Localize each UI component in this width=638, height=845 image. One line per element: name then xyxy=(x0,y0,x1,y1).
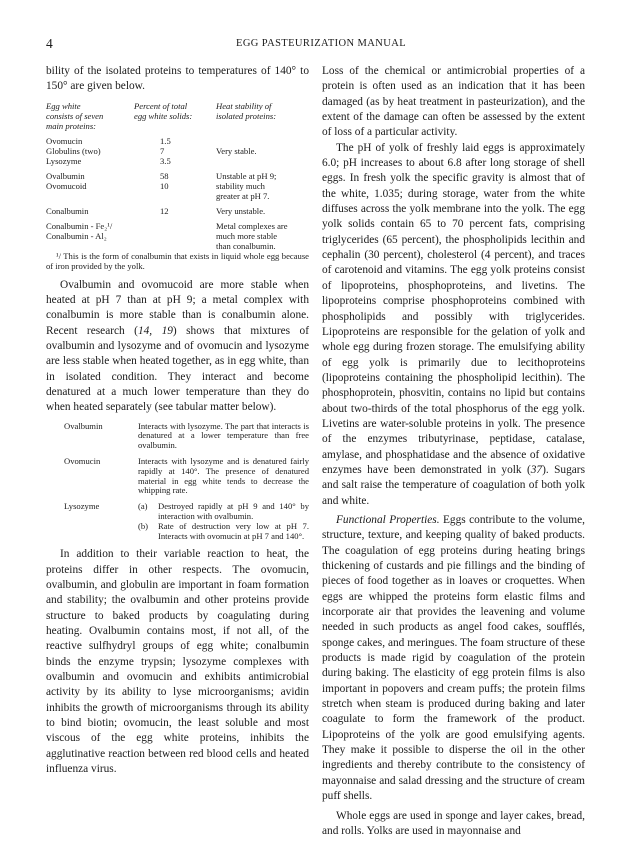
protein-name: Ovalbumin xyxy=(46,170,85,181)
table-row-group xyxy=(46,221,309,251)
protein-name: Conalbumin xyxy=(46,205,89,216)
table-row-group xyxy=(46,171,309,201)
table-footnote: ¹/ This is the form of conalbumin that exists in liquid whole egg because of iron provided by the yolk. xyxy=(46,250,309,272)
protein-name: Lysozyme xyxy=(46,155,82,166)
protein-name: Globulins (two) xyxy=(46,145,101,156)
page-number: 4 xyxy=(46,36,53,51)
section-heading: Functional Properties. xyxy=(336,513,440,526)
stability-text: Very stable. xyxy=(216,145,257,156)
citation: 14, 19 xyxy=(137,324,173,337)
table-row-group xyxy=(46,206,309,216)
interaction-table xyxy=(64,422,309,542)
right-column xyxy=(322,64,585,839)
percent-value: 58 xyxy=(160,170,169,181)
paragraph-stability: Ovalbumin and ovomucoid are more stable when heated at pH 7 than at pH 9; a metal complex with conalbumin is more stable than is conalbumin alone. Recent research (14, 19) shows that mixtures of ovalbumin and lysozyme and of ovomucin and lysozyme are less stable when heated together, as in egg white, than in isolated condition. They interact and become denatured at a much lower temperature than they do when heated separately (see tabular matter below). xyxy=(46,278,309,414)
protein-name: Ovomucin xyxy=(46,135,83,146)
header-proteins: Egg white consists of seven main proteins: xyxy=(46,100,104,131)
paragraph-whole-eggs: Whole eggs are used in sponge and layer cakes, bread, and rolls. Yolks are used in mayonnaise and xyxy=(322,809,585,837)
intro-paragraph: bility of the isolated proteins to temperatures of 140° to 150° are given below. xyxy=(46,65,309,93)
protein-name: Ovomucoid xyxy=(46,180,87,191)
citation: 37 xyxy=(530,463,543,476)
stability-text: Unstable at pH 9; xyxy=(216,170,277,181)
percent-value: 12 xyxy=(160,205,169,216)
interaction-protein: Ovalbumin xyxy=(64,420,103,431)
protein-name: Conalbumin - Fe₂¹/ xyxy=(46,220,113,231)
paragraph-protein-roles: In addition to their variable reaction to heat, the proteins differ in other respects. The ovomucin, ovalbumin, and globulin are important in foam formation and stability; the ovalbumin and other proteins provide structure to baked products by coagulating during heating. Ovalbumin contains most, if not all, of the reactive sulfhydryl groups of egg white; conalbumin binds the enzyme trypsin; lysozyme complexes with ovalbumin and ovomucin and exhibits antimicrobial activity by its ability to lyse microorganisms; avidin inhibits the growth of microorganisms through its ability to bind biotin; ovomucin, the least soluble and most viscous of the egg white proteins, inhibits the agglutinative reaction between red blood cells and heated influenza virus. xyxy=(46,548,309,776)
paragraph-loss: Loss of the chemical or antimicrobial properties of a protein is often used as an indication that it has been damaged (as by heat treatment in pasteurization), and the extent of the damage can often be assessed by the extent of loss of a particular activity. xyxy=(322,65,585,139)
table-row-group xyxy=(46,136,309,166)
interaction-row xyxy=(64,457,309,496)
percent-value: 3.5 xyxy=(160,155,171,166)
header-percent: Percent of total egg white solids: xyxy=(134,100,193,121)
percent-value: 7 xyxy=(160,145,165,156)
protein-name: Conalbumin - Al₂ xyxy=(46,230,107,241)
percent-value: 10 xyxy=(160,180,169,191)
interaction-protein: Ovomucin xyxy=(64,455,101,466)
paragraph-functional: Functional Properties. Eggs contribute to the volume, structure, texture, and keeping quality of baked products. The coagulation of egg proteins during heating brings thickening of custards and pie fillings and the binding of pieces of food together as in loaves or croquettes. When eggs are whipped the proteins form elastic films and incorporate air that provides the leavening and volume needed in such products as angel food cakes, soufflés, sponge cakes, and meringues. The foam structure of these products is made rigid by coagulation of the protein during baking. The elasticity of egg protein films is also important in popovers and cream puffs; the protein films stretch when steam is produced during baking and later coagulate to form the framework of the product. Lipoproteins of the yolk are good emulsifying agents. They make it possible to disperse the oil in the other ingredients and thereby contribute to the consistency of mayonnaise and salad dressing and the structure of cream puff shells. xyxy=(322,513,585,803)
stability-text: much more stable xyxy=(216,230,278,241)
stability-text: Very unstable. xyxy=(216,205,266,216)
item-label: (b) xyxy=(138,520,149,531)
interaction-protein: Lysozyme xyxy=(64,501,100,512)
interaction-desc: Destroyed rapidly at pH 9 and 140° by interaction with ovalbumin. xyxy=(158,501,309,521)
protein-table xyxy=(46,101,309,251)
stability-text: than conalbumin. xyxy=(216,240,276,251)
running-title: EGG PASTEURIZATION MANUAL xyxy=(236,38,407,49)
stability-text: Metal complexes are xyxy=(216,220,288,231)
left-column xyxy=(46,64,309,778)
header-stability: Heat stability of isolated proteins: xyxy=(216,100,277,121)
interaction-row xyxy=(64,422,309,451)
interaction-row xyxy=(64,502,309,541)
interaction-desc: Interacts with lysozyme. The part that interacts is denatured at a lower temperature than free ovalbumin. xyxy=(138,420,309,451)
protein-table-header xyxy=(46,101,309,131)
stability-text: greater at pH 7. xyxy=(216,190,270,201)
item-label: (a) xyxy=(138,501,148,512)
interaction-desc: Interacts with lysozyme and is denatured fairly rapidly at 140°. The presence of denatured material in egg white tends to decrease the whipping rate. xyxy=(138,455,309,496)
percent-value: 1.5 xyxy=(160,135,171,146)
stability-text: stability much xyxy=(216,180,265,191)
paragraph-yolk: The pH of yolk of freshly laid eggs is approximately 6.0; pH increases to about 6.8 after long storage of shell eggs. In fresh yolk the specific gravity is almost that of the white, 1.035; during storage, water from the white diffuses across the yolk membrane into the yolk. The egg yolk solids contain 65 to 70 percent fats, comprising triglycerides (65 percent), the phospholipids lecithin and cephalin (30 percent), cholesterol (4 percent), and traces of carotenoid and vitamins. The egg yolk proteins consist of lipoproteins, phosphoproteins, and livetins. The lipoproteins comprise phosphoproteins combined with phospholipids and possibly with triglycerides. Lipoproteins are responsible for the gelation of yolk and whole egg during frozen storage. The emulsifying ability of egg yolk is primarily due to lecithoproteins (lipoproteins containing the phospholipid lecithin). The phosphoprotein, phosvitin, contains no lipid but contains about two-thirds of the total phosphorus of the egg yolk. Livetins are water-soluble proteins in yolk. The presence of the enzymes tributyrinase, peptidase, catalase, amylase, and phosphatidase and the absence of oxidative enzymes have been demonstrated in yolk (37). Sugars and salt raise the temperature of coagulation of both yolk and white. xyxy=(322,141,585,507)
interaction-desc: Rate of destruction very low at pH 7. Interacts with ovomucin at pH 7 and 140°. xyxy=(158,520,309,541)
